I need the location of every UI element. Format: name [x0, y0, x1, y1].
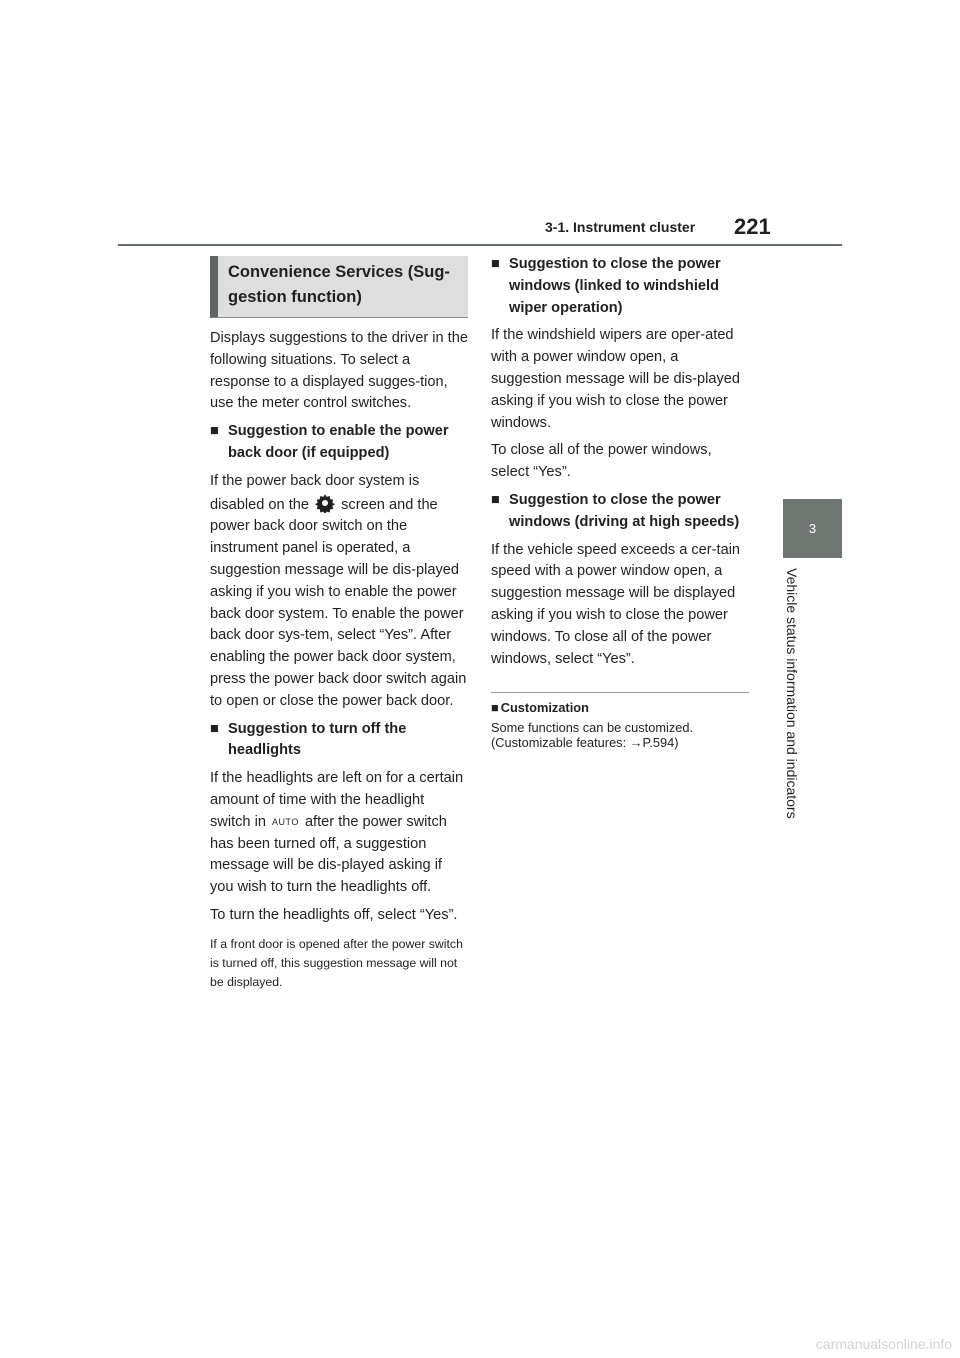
- auto-icon: AUTO: [272, 816, 299, 827]
- gear-icon: [315, 493, 335, 513]
- chapter-label: Vehicle status information and indicators: [784, 568, 800, 819]
- windows-wiper-paragraph: If the windshield wipers are oper-ated with a power window open, a suggestion message will be dis-played asking if you wish to close the power windows.: [491, 327, 741, 431]
- subheading-text: Suggestion to close the power windows (linked to windshield wiper operation): [509, 256, 721, 316]
- subheading-text: Suggestion to enable the power back door (if equipped): [228, 423, 449, 461]
- paragraph-text: If the power back door system is disabled on the: [210, 472, 420, 513]
- section-heading: [210, 256, 468, 318]
- left-column: [210, 256, 468, 1005]
- headlights-note: If a front door is opened after the power switch is turned off, this suggestion message will not be displayed.: [210, 936, 463, 990]
- subheading-power-back-door: [210, 421, 468, 465]
- section-title: 3-1. Instrument cluster: [545, 219, 696, 235]
- headlights-paragraph: [210, 768, 468, 899]
- subheading-headlights: [210, 719, 468, 763]
- header-divider: [118, 244, 842, 246]
- square-bullet-icon: ■: [491, 700, 499, 716]
- paragraph-text: If the headlights are left on for a certain amount of time with the headlight switch in: [210, 770, 464, 830]
- chapter-tab: 3: [783, 499, 842, 558]
- customization-text: Some functions can be customized. (Customizable features: →P.594): [491, 720, 694, 751]
- intro-paragraph: Displays suggestions to the driver in the following situations. To select a response to a displayed sugges-tion, use the meter control switches.: [210, 330, 468, 412]
- square-bullet-icon: ■: [210, 720, 219, 737]
- square-bullet-icon: ■: [210, 423, 219, 440]
- square-bullet-icon: ■: [491, 491, 500, 508]
- windows-wiper-select-paragraph: To close all of the power windows, select “Yes”.: [491, 442, 712, 481]
- customization-title: Customization: [500, 700, 589, 716]
- customization-divider: [491, 692, 749, 693]
- section-heading-line2: gestion function): [228, 288, 362, 306]
- headlights-select-paragraph: To turn the headlights off, select “Yes”.: [210, 906, 458, 923]
- square-bullet-icon: ■: [491, 256, 500, 272]
- power-back-door-paragraph: [210, 471, 468, 713]
- subheading-windows-speed: [491, 490, 749, 534]
- subheading-windows-wiper: [491, 254, 749, 319]
- windows-speed-paragraph: If the vehicle speed exceeds a cer-tain speed with a power window open, a suggestion message will be displayed asking if you wish to close the power windows. To close all of the power windows, select “Yes”.: [491, 541, 741, 667]
- watermark: carmanualsonline.info: [815, 1336, 952, 1352]
- paragraph-text: after the power switch has been turned off, a suggestion message will be dis-played asking if you wish to turn the headlights off.: [210, 813, 447, 896]
- right-column: [491, 254, 749, 750]
- page-number: 221: [734, 214, 771, 239]
- customization-heading: [491, 699, 749, 717]
- section-heading-line1: Convenience Services (Sug-: [228, 263, 450, 281]
- subheading-text: Suggestion to turn off the headlights: [228, 720, 407, 759]
- subheading-text: Suggestion to close the power windows (driving at high speeds): [509, 491, 740, 530]
- paragraph-text: screen and the power back door switch on the instrument panel is operated, a suggestion message will be dis-played asking if you wish to enable the power back door system. To enable the power back door sys-tem, select “Yes”. After enabling the power back door system, press the power back door switch again to open or close the power back door.: [210, 496, 467, 709]
